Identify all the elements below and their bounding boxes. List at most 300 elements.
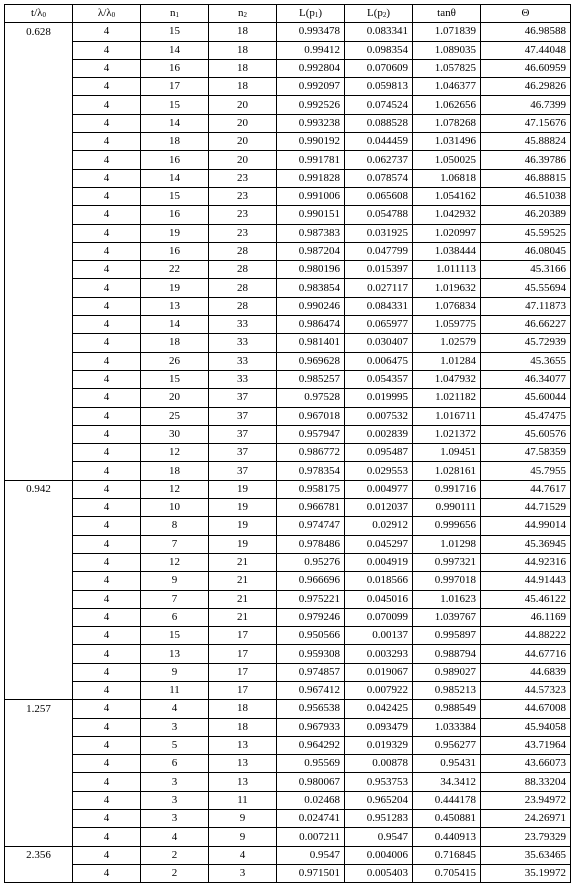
- column-header-subscript: 2: [382, 11, 387, 20]
- column-header-subscript: 1: [314, 11, 319, 20]
- table-cell: 0.999656: [413, 517, 481, 535]
- table-cell: 45.3655: [481, 352, 571, 370]
- table-cell: 0.97528: [277, 389, 345, 407]
- table-cell: 14: [141, 316, 209, 334]
- thickness-cell: [5, 334, 73, 352]
- table-cell: 4: [73, 425, 141, 443]
- table-cell: 45.36945: [481, 535, 571, 553]
- table-cell: 0.997321: [413, 553, 481, 571]
- table-cell: 9: [141, 663, 209, 681]
- table-cell: 0.031925: [345, 224, 413, 242]
- table-cell: 33: [209, 316, 277, 334]
- table-cell: 23.79329: [481, 828, 571, 846]
- table-cell: 0.029553: [345, 462, 413, 480]
- table-cell: 0.957947: [277, 425, 345, 443]
- table-cell: 1.042932: [413, 206, 481, 224]
- table-cell: 45.72939: [481, 334, 571, 352]
- table-cell: 4: [73, 41, 141, 59]
- table-cell: 0.959308: [277, 645, 345, 663]
- table-cell: 18: [141, 334, 209, 352]
- table-cell: 1.078268: [413, 114, 481, 132]
- table-cell: 17: [141, 78, 209, 96]
- table-cell: 13: [209, 736, 277, 754]
- table-cell: 0.95569: [277, 755, 345, 773]
- table-cell: 0.990192: [277, 133, 345, 151]
- table-cell: 0.988549: [413, 700, 481, 718]
- table-cell: 0.966781: [277, 499, 345, 517]
- table-cell: 44.99014: [481, 517, 571, 535]
- table-cell: 0.979246: [277, 608, 345, 626]
- table-cell: 2: [141, 864, 209, 882]
- table-cell: 4: [73, 151, 141, 169]
- table-cell: 46.08045: [481, 242, 571, 260]
- column-header: [73, 5, 141, 23]
- table-cell: 18: [209, 23, 277, 41]
- table-cell: 46.98588: [481, 23, 571, 41]
- table-cell: 0.044459: [345, 133, 413, 151]
- table-cell: 44.67008: [481, 700, 571, 718]
- table-cell: 47.58359: [481, 444, 571, 462]
- thickness-cell: [5, 517, 73, 535]
- table-cell: 18: [209, 41, 277, 59]
- table-cell: 14: [141, 41, 209, 59]
- table-cell: 4: [73, 590, 141, 608]
- thickness-cell: [5, 261, 73, 279]
- table-cell: 0.095487: [345, 444, 413, 462]
- table-cell: 4: [73, 810, 141, 828]
- table-cell: 28: [209, 261, 277, 279]
- thickness-cell: [5, 553, 73, 571]
- table-cell: 0.042425: [345, 700, 413, 718]
- document-page: [4, 4, 571, 883]
- table-cell: 4: [73, 133, 141, 151]
- table-row: [5, 480, 571, 498]
- table-cell: 46.1169: [481, 608, 571, 626]
- table-cell: 26: [141, 352, 209, 370]
- table-row: [5, 700, 571, 718]
- column-header-subscript: 2: [243, 11, 247, 20]
- table-row: [5, 681, 571, 699]
- table-cell: 33: [209, 334, 277, 352]
- table-cell: 3: [141, 810, 209, 828]
- table-cell: 0.991716: [413, 480, 481, 498]
- table-row: [5, 627, 571, 645]
- table-row: [5, 517, 571, 535]
- table-cell: 4: [73, 224, 141, 242]
- thickness-cell: [5, 462, 73, 480]
- table-cell: 1.071839: [413, 23, 481, 41]
- table-cell: 0.951283: [345, 810, 413, 828]
- table-cell: 4: [73, 316, 141, 334]
- table-cell: 43.66073: [481, 755, 571, 773]
- table-cell: 1.047932: [413, 370, 481, 388]
- table-cell: 0.444178: [413, 791, 481, 809]
- table-cell: 0.967933: [277, 718, 345, 736]
- table-cell: 44.88222: [481, 627, 571, 645]
- table-cell: 17: [209, 681, 277, 699]
- table-row: [5, 334, 571, 352]
- thickness-cell: [5, 279, 73, 297]
- table-cell: 46.60959: [481, 59, 571, 77]
- thickness-cell: [5, 645, 73, 663]
- table-row: [5, 736, 571, 754]
- column-header-label: t/λ: [31, 7, 43, 20]
- table-row: [5, 187, 571, 205]
- table-cell: 18: [141, 462, 209, 480]
- thickness-cell: [5, 791, 73, 809]
- table-cell: 0.991006: [277, 187, 345, 205]
- table-cell: 19: [209, 499, 277, 517]
- table-cell: 0.978486: [277, 535, 345, 553]
- table-cell: 1.089035: [413, 41, 481, 59]
- thickness-cell: [5, 663, 73, 681]
- table-cell: 4: [73, 864, 141, 882]
- table-row: [5, 261, 571, 279]
- thickness-cell: [5, 316, 73, 334]
- table-cell: 1.011113: [413, 261, 481, 279]
- table-cell: 0.019329: [345, 736, 413, 754]
- table-cell: 0.062737: [345, 151, 413, 169]
- table-cell: 0.975221: [277, 590, 345, 608]
- table-cell: 45.60044: [481, 389, 571, 407]
- table-row: [5, 352, 571, 370]
- table-cell: 4: [73, 553, 141, 571]
- column-header-label: λ/λ: [97, 7, 112, 20]
- table-cell: 0.964292: [277, 736, 345, 754]
- table-cell: 4: [73, 169, 141, 187]
- table-cell: 11: [141, 681, 209, 699]
- table-cell: 4: [73, 480, 141, 498]
- table-cell: 17: [209, 663, 277, 681]
- table-cell: 18: [141, 133, 209, 151]
- table-cell: 7: [141, 535, 209, 553]
- table-cell: 9: [141, 572, 209, 590]
- thickness-cell: [5, 297, 73, 315]
- thickness-cell: 0.628: [5, 23, 73, 41]
- table-cell: 4: [73, 608, 141, 626]
- table-cell: 16: [141, 151, 209, 169]
- table-cell: 0.95276: [277, 553, 345, 571]
- table-cell: 46.7399: [481, 96, 571, 114]
- table-cell: 4: [73, 645, 141, 663]
- table-cell: 8: [141, 517, 209, 535]
- table-cell: 4: [73, 279, 141, 297]
- table-cell: 0.995897: [413, 627, 481, 645]
- table-cell: 37: [209, 462, 277, 480]
- table-cell: 0.991781: [277, 151, 345, 169]
- table-cell: 1.019632: [413, 279, 481, 297]
- thickness-cell: 2.356: [5, 846, 73, 864]
- table-row: [5, 389, 571, 407]
- table-cell: 3: [209, 864, 277, 882]
- table-cell: 0.098354: [345, 41, 413, 59]
- table-cell: 15: [141, 370, 209, 388]
- table-cell: 0.9547: [277, 846, 345, 864]
- thickness-cell: [5, 242, 73, 260]
- table-cell: 4: [73, 663, 141, 681]
- table-cell: 0.065977: [345, 316, 413, 334]
- table-cell: 45.47475: [481, 407, 571, 425]
- thickness-cell: [5, 407, 73, 425]
- table-cell: 0.006475: [345, 352, 413, 370]
- table-cell: 4: [73, 828, 141, 846]
- thickness-cell: [5, 425, 73, 443]
- table-cell: 0.990151: [277, 206, 345, 224]
- table-cell: 0.989027: [413, 663, 481, 681]
- thickness-cell: 0.942: [5, 480, 73, 498]
- table-cell: 4: [73, 297, 141, 315]
- table-row: [5, 810, 571, 828]
- table-cell: 0.027117: [345, 279, 413, 297]
- column-header: [345, 5, 413, 23]
- table-cell: 4: [73, 700, 141, 718]
- table-cell: 0.953753: [345, 773, 413, 791]
- table-cell: 1.016711: [413, 407, 481, 425]
- table-cell: 28: [209, 297, 277, 315]
- table-row: [5, 846, 571, 864]
- table-cell: 0.956538: [277, 700, 345, 718]
- table-cell: 0.047799: [345, 242, 413, 260]
- table-cell: 19: [141, 279, 209, 297]
- table-cell: 1.031496: [413, 133, 481, 151]
- table-cell: 23: [209, 169, 277, 187]
- table-cell: 45.3166: [481, 261, 571, 279]
- table-cell: 1.076834: [413, 297, 481, 315]
- column-header-label: n: [238, 7, 244, 20]
- table-cell: 30: [141, 425, 209, 443]
- table-cell: 0.99412: [277, 41, 345, 59]
- table-cell: 12: [141, 444, 209, 462]
- thickness-cell: [5, 114, 73, 132]
- thickness-cell: [5, 627, 73, 645]
- table-row: [5, 590, 571, 608]
- table-cell: 0.00878: [345, 755, 413, 773]
- table-cell: 21: [209, 608, 277, 626]
- table-cell: 4: [73, 59, 141, 77]
- thickness-cell: [5, 41, 73, 59]
- thickness-cell: [5, 718, 73, 736]
- column-header-subscript: 1: [175, 11, 179, 20]
- table-cell: 0.990246: [277, 297, 345, 315]
- table-cell: 13: [141, 645, 209, 663]
- table-cell: 4: [73, 96, 141, 114]
- table-row: [5, 224, 571, 242]
- table-cell: 0.078574: [345, 169, 413, 187]
- table-cell: 1.046377: [413, 78, 481, 96]
- table-cell: 0.987204: [277, 242, 345, 260]
- thickness-cell: [5, 773, 73, 791]
- table-cell: 18: [209, 718, 277, 736]
- table-cell: 1.054162: [413, 187, 481, 205]
- table-cell: 18: [209, 59, 277, 77]
- thickness-cell: [5, 224, 73, 242]
- thickness-cell: [5, 206, 73, 224]
- table-cell: 0.012037: [345, 499, 413, 517]
- table-cell: 1.021372: [413, 425, 481, 443]
- table-cell: 0.030407: [345, 334, 413, 352]
- table-cell: 4: [73, 242, 141, 260]
- table-cell: 0.974747: [277, 517, 345, 535]
- thickness-cell: [5, 755, 73, 773]
- table-cell: 0.986474: [277, 316, 345, 334]
- column-header-suffix: ): [318, 7, 323, 20]
- table-cell: 0.992097: [277, 78, 345, 96]
- table-cell: 16: [141, 59, 209, 77]
- table-cell: 9: [209, 828, 277, 846]
- thickness-cell: 1.257: [5, 700, 73, 718]
- thickness-cell: [5, 681, 73, 699]
- table-cell: 3: [141, 791, 209, 809]
- table-cell: 0.015397: [345, 261, 413, 279]
- table-row: [5, 133, 571, 151]
- table-cell: 4: [141, 700, 209, 718]
- table-cell: 1.01298: [413, 535, 481, 553]
- table-cell: 46.66227: [481, 316, 571, 334]
- table-cell: 45.7955: [481, 462, 571, 480]
- table-cell: 1.038444: [413, 242, 481, 260]
- table-cell: 1.050025: [413, 151, 481, 169]
- table-cell: 0.992526: [277, 96, 345, 114]
- table-row: [5, 791, 571, 809]
- table-cell: 28: [209, 242, 277, 260]
- column-header: [277, 5, 345, 23]
- column-header: [141, 5, 209, 23]
- table-cell: 15: [141, 187, 209, 205]
- table-cell: 1.021182: [413, 389, 481, 407]
- table-cell: 1.033384: [413, 718, 481, 736]
- table-cell: 21: [209, 553, 277, 571]
- table-row: [5, 608, 571, 626]
- table-cell: 37: [209, 407, 277, 425]
- table-cell: 0.088528: [345, 114, 413, 132]
- table-row: [5, 444, 571, 462]
- table-cell: 33: [209, 352, 277, 370]
- table-cell: 23.94972: [481, 791, 571, 809]
- table-cell: 4: [73, 791, 141, 809]
- table-cell: 0.980196: [277, 261, 345, 279]
- table-cell: 0.004919: [345, 553, 413, 571]
- table-cell: 0.450881: [413, 810, 481, 828]
- table-row: [5, 718, 571, 736]
- table-cell: 6: [141, 608, 209, 626]
- table-cell: 46.20389: [481, 206, 571, 224]
- table-cell: 20: [209, 96, 277, 114]
- column-header: [413, 5, 481, 23]
- column-header-label: tanθ: [437, 7, 456, 20]
- table-cell: 37: [209, 389, 277, 407]
- table-cell: 0.967018: [277, 407, 345, 425]
- table-cell: 4: [73, 187, 141, 205]
- table-cell: 0.045016: [345, 590, 413, 608]
- table-row: [5, 773, 571, 791]
- table-cell: 0.993238: [277, 114, 345, 132]
- table-cell: 44.67716: [481, 645, 571, 663]
- table-cell: 16: [141, 206, 209, 224]
- table-cell: 4: [209, 846, 277, 864]
- table-cell: 9: [209, 810, 277, 828]
- table-row: [5, 864, 571, 882]
- table-cell: 0.997018: [413, 572, 481, 590]
- table-cell: 0.978354: [277, 462, 345, 480]
- table-cell: 12: [141, 480, 209, 498]
- thickness-cell: [5, 169, 73, 187]
- thickness-cell: [5, 572, 73, 590]
- table-cell: 46.51038: [481, 187, 571, 205]
- table-cell: 20: [209, 151, 277, 169]
- table-row: [5, 407, 571, 425]
- table-row: [5, 499, 571, 517]
- table-cell: 21: [209, 590, 277, 608]
- table-cell: 23: [209, 224, 277, 242]
- table-row: [5, 572, 571, 590]
- table-cell: 20: [141, 389, 209, 407]
- thickness-cell: [5, 151, 73, 169]
- table-cell: 0.969628: [277, 352, 345, 370]
- table-cell: 0.004977: [345, 480, 413, 498]
- thickness-cell: [5, 535, 73, 553]
- table-cell: 16: [141, 242, 209, 260]
- table-cell: 0.990111: [413, 499, 481, 517]
- table-cell: 0.983854: [277, 279, 345, 297]
- table-cell: 0.950566: [277, 627, 345, 645]
- table-cell: 45.46122: [481, 590, 571, 608]
- table-cell: 37: [209, 444, 277, 462]
- table-cell: 18: [209, 700, 277, 718]
- column-header-label: n: [170, 7, 176, 20]
- table-cell: 0.070099: [345, 608, 413, 626]
- table-cell: 88.33204: [481, 773, 571, 791]
- table-cell: 0.986772: [277, 444, 345, 462]
- table-cell: 45.88824: [481, 133, 571, 151]
- table-cell: 44.7617: [481, 480, 571, 498]
- thickness-cell: [5, 187, 73, 205]
- table-cell: 0.024741: [277, 810, 345, 828]
- table-cell: 45.60576: [481, 425, 571, 443]
- table-cell: 7: [141, 590, 209, 608]
- thickness-cell: [5, 810, 73, 828]
- table-row: [5, 663, 571, 681]
- table-cell: 1.020997: [413, 224, 481, 242]
- table-cell: 1.028161: [413, 462, 481, 480]
- column-header-label: L(p: [366, 7, 383, 20]
- table-cell: 0.00137: [345, 627, 413, 645]
- table-cell: 44.91443: [481, 572, 571, 590]
- table-cell: 0.054788: [345, 206, 413, 224]
- table-cell: 46.88815: [481, 169, 571, 187]
- column-header: [481, 5, 571, 23]
- table-row: [5, 114, 571, 132]
- thickness-cell: [5, 389, 73, 407]
- table-cell: 0.988794: [413, 645, 481, 663]
- table-cell: 0.987383: [277, 224, 345, 242]
- table-row: [5, 206, 571, 224]
- thickness-cell: [5, 608, 73, 626]
- table-row: [5, 23, 571, 41]
- column-header-label: L(p: [298, 7, 315, 20]
- table-cell: 19: [209, 535, 277, 553]
- table-cell: 4: [73, 389, 141, 407]
- table-cell: 15: [141, 627, 209, 645]
- column-header-subscript: 0: [111, 11, 116, 20]
- table-cell: 0.02912: [345, 517, 413, 535]
- table-cell: 19: [209, 517, 277, 535]
- table-cell: 0.005403: [345, 864, 413, 882]
- table-cell: 0.007211: [277, 828, 345, 846]
- table-cell: 4: [73, 627, 141, 645]
- table-cell: 2: [141, 846, 209, 864]
- table-cell: 34.3412: [413, 773, 481, 791]
- table-cell: 0.991828: [277, 169, 345, 187]
